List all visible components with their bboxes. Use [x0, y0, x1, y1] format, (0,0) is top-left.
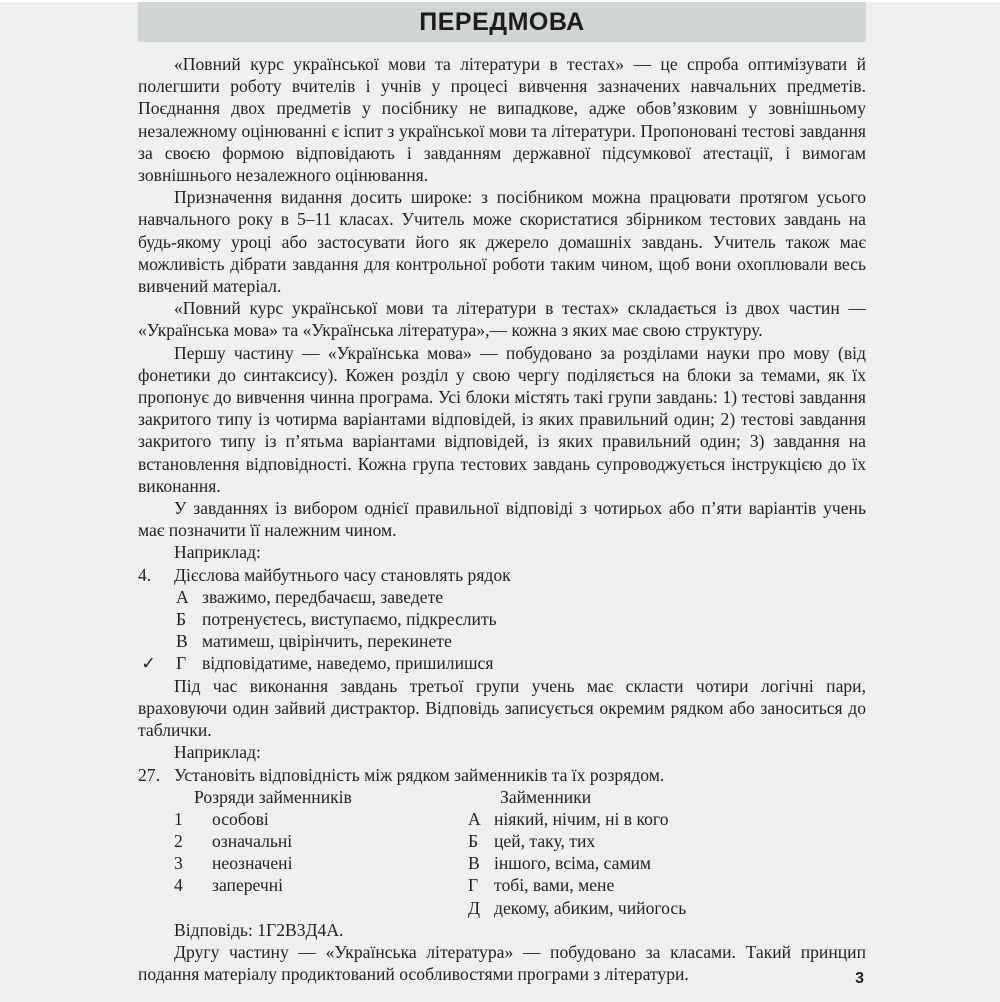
- matching-left-header: Розряди займенників: [194, 786, 352, 807]
- paragraph-matching: Під час виконання завдань третьої групи учень має скласти чотири логічні пари, враховуючи один зайвий дистрактор. Відповідь записується окремим рядком або заноситься до таблички.: [138, 675, 866, 741]
- matching-row: [138, 874, 866, 896]
- matching-row: [138, 830, 866, 852]
- answer-line: Відповідь: 1Г2В3Д4А.: [174, 919, 344, 940]
- option-letter: Б: [176, 609, 187, 630]
- pronoun-text: цей, таку, тих: [494, 831, 596, 852]
- task-question-text: Дієслова майбутнього часу становлять рядок: [174, 564, 511, 585]
- answer-option: [138, 586, 866, 608]
- pronoun-letter: Д: [468, 897, 481, 918]
- task-4-example: [138, 564, 866, 675]
- category-text: означальні: [212, 831, 293, 852]
- option-letter: А: [176, 586, 189, 607]
- paragraph-part-one: Першу частину — «Українська мова» — побудовано за розділами науки про мову (від фонетики до синтаксису). Кожен розділ у свою чергу поділяється на блоки за темами, як їх пропонує до вивчення чинна програма. Усі блоки містять такі групи завдань: 1) тестові завдання закритого типу із чотирма варіантами відповідей, із яких правильний один; 2) тестові завдання закритого типу із п’ятьма варіантами відповідей, із яких правильний один; 3) завдання на встановлення відповідності. Кожна група тестових завдань супроводжується інструкцією до їх виконання.: [138, 342, 866, 496]
- checkmark-icon: [138, 630, 158, 652]
- document-body: [138, 53, 866, 985]
- example-label: Наприклад:: [174, 742, 261, 763]
- pronoun-letter: В: [468, 853, 480, 874]
- example-label: Наприклад:: [174, 542, 261, 563]
- task-number: 4.: [138, 564, 152, 585]
- option-text: потренуєтесь, виступаємо, підкреслить: [202, 609, 497, 630]
- answer-option-correct: [138, 652, 866, 674]
- category-text: особові: [212, 808, 269, 829]
- category-number: 3: [174, 853, 183, 874]
- answer-option: [138, 608, 866, 630]
- pronoun-text: тобі, вами, мене: [494, 875, 615, 896]
- pronoun-text: іншого, всіма, самим: [494, 853, 652, 874]
- category-text: неозначені: [212, 853, 293, 874]
- category-number: 2: [174, 831, 183, 852]
- page-title: ПЕРЕДМОВА: [419, 7, 585, 36]
- pronoun-letter: А: [468, 808, 481, 829]
- paragraph-purpose: Призначення видання досить широке: з посібником можна працювати протягом усього навчального року в 5–11 класах. Учитель може скористатися збірником тестових завдань на будь-якому уроці або застосувати його як джерело домашніх завдань. Учитель також має можливість дібрати завдання для контрольної роботи таким чином, щоб вони охоплювали весь вивчений матеріал.: [138, 187, 866, 297]
- category-number: 4: [174, 875, 183, 896]
- pronoun-text: ніякий, нічим, ні в кого: [494, 808, 669, 829]
- task-number: 27.: [138, 764, 160, 785]
- task-27-example: [138, 764, 866, 919]
- task-question-text: Установіть відповідність між рядком займенників та їх розрядом.: [174, 764, 665, 785]
- option-text: матимеш, цвірінчить, перекинете: [202, 631, 452, 652]
- matching-row: [138, 897, 866, 919]
- option-letter: В: [176, 631, 188, 652]
- document-page: [0, 2, 1000, 1002]
- paragraph-part-two: Другу частину — «Українська література» — побудовано за класами. Такий принцип подання матеріалу продиктований особливостями програми з літератури.: [138, 942, 866, 985]
- paragraph-intro: «Повний курс української мови та літератури в тестах» — це спроба оптимізувати й полегшити роботу вчителів і учнів у процесі вивчення зазначених навчальних предметів. Поєднання двох предметів у посібнику не випадкове, адже обов’язковим у зовнішньому незалежному оцінюванні є іспит з української мови та літератури. Пропоновані тестові завдання за своєю формою відповідають і завданням державної підсумкової атестації, і вимогам зовнішнього незалежного оцінювання.: [138, 54, 866, 186]
- category-text: [212, 897, 456, 919]
- matching-row: [138, 852, 866, 874]
- pronoun-letter: Г: [468, 875, 479, 896]
- checkmark-icon: [138, 586, 158, 608]
- task-question: [138, 564, 866, 586]
- category-number: [138, 897, 212, 919]
- matching-header: [138, 786, 866, 808]
- matching-row: [138, 808, 866, 830]
- category-text: заперечні: [212, 875, 284, 896]
- matching-right-header: Займенники: [500, 786, 592, 807]
- paragraph-structure: «Повний курс української мови та літератури в тестах» складається із двох частин — «Українська мова» та «Українська література»,— кожна з яких має свою структуру.: [138, 298, 866, 341]
- task-question: [138, 764, 866, 786]
- paragraph-single-choice: У завданнях із вибором однієї правильної відповіді з чотирьох або п’яти варіантів учень має позначити її належним чином.: [138, 498, 866, 541]
- option-letter: Г: [176, 653, 187, 674]
- title-banner: [138, 2, 866, 42]
- page-number: 3: [855, 970, 864, 987]
- answer-option: [138, 630, 866, 652]
- checkmark-icon: [138, 608, 158, 630]
- pronoun-letter: Б: [468, 831, 479, 852]
- category-number: 1: [174, 808, 183, 829]
- pronoun-text: декому, абиким, чийогось: [494, 897, 687, 918]
- checkmark-icon: ✓: [141, 653, 156, 674]
- option-text: відповідатиме, наведемо, пришилишся: [202, 653, 494, 674]
- option-text: зважимо, передбачаєш, заведете: [202, 586, 444, 607]
